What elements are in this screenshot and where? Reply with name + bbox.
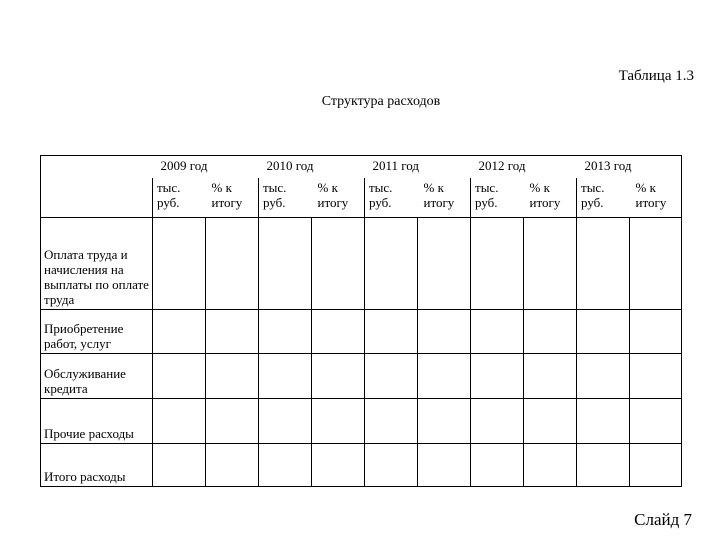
unit-header-amount: тыс. руб. [577,178,630,218]
unit-header-percent: % к итогу [211,180,243,210]
table-cell [524,218,577,310]
header-corner-lower [41,178,153,218]
table-cell [365,399,418,444]
unit-header-amount: тыс. руб. [365,178,418,218]
table-cell [365,310,418,354]
table-cell [471,444,524,487]
table-cell [524,399,577,444]
row-label-credit: Обслуживание кредита [41,354,153,399]
table-row [41,354,682,399]
header-row-years [41,156,682,179]
unit-header-amount: тыс. руб. [153,178,206,218]
table-cell [206,444,259,487]
table-cell [630,399,682,444]
table-cell [153,218,206,310]
table-cell [206,218,259,310]
table-number-label: Таблица 1.3 [618,68,694,84]
header-row-units [41,178,682,218]
table-cell [259,310,312,354]
table-cell [312,444,365,487]
table-cell [259,218,312,310]
year-header-2013: 2013 год [577,156,682,179]
table-cell [365,444,418,487]
table-title: Структура расходов [321,94,441,109]
table-cell [206,310,259,354]
row-label-total: Итого расходы [41,444,153,487]
table-cell [577,310,630,354]
unit-header-percent: % к итогу [630,178,682,218]
table-cell [630,310,682,354]
header-corner [41,156,153,179]
table-row [41,444,682,487]
table-cell [312,218,365,310]
table-row [41,218,682,310]
table-cell [577,354,630,399]
table-cell [312,354,365,399]
table-cell [418,218,471,310]
table-cell [471,399,524,444]
year-header-2011: 2011 год [365,156,471,179]
table-cell [524,310,577,354]
table-row [41,399,682,444]
row-label-labor: Оплата труда и начисления на выплаты по оплате труда [41,218,153,310]
table-cell [577,444,630,487]
unit-header-amount: тыс. руб. [471,178,524,218]
table-cell [524,354,577,399]
table-cell [153,399,206,444]
table-cell [630,444,682,487]
table-cell [471,310,524,354]
table-cell [418,354,471,399]
unit-header-amount: тыс. руб. [259,178,312,218]
year-header-2009: 2009 год [153,156,259,179]
table-cell [153,354,206,399]
year-header-2012: 2012 год [471,156,577,179]
table-cell [365,354,418,399]
table-cell [630,218,682,310]
table-cell [471,354,524,399]
table-cell [259,354,312,399]
table-cell [577,399,630,444]
table-cell [259,399,312,444]
table-cell [577,218,630,310]
table-cell [365,218,418,310]
expense-structure-table [40,155,682,487]
table-cell [524,444,577,487]
table-row [41,310,682,354]
table-cell [312,310,365,354]
unit-header-percent: % к итогу [529,180,561,210]
slide-number: Слайд 7 [634,510,692,529]
unit-header-percent: % к итогу [423,180,455,210]
year-header-2010: 2010 год [259,156,365,179]
unit-header-percent: % к итогу [317,180,349,210]
table-cell [153,310,206,354]
table-cell [630,354,682,399]
table-cell [312,399,365,444]
table-cell [259,444,312,487]
table-cell [206,399,259,444]
table-cell [153,444,206,487]
table-cell [418,444,471,487]
row-label-other: Прочие расходы [41,399,153,444]
row-label-services: Приобретение работ, услуг [41,310,153,354]
table-cell [206,354,259,399]
table-cell [471,218,524,310]
table-cell [418,399,471,444]
table-cell [418,310,471,354]
